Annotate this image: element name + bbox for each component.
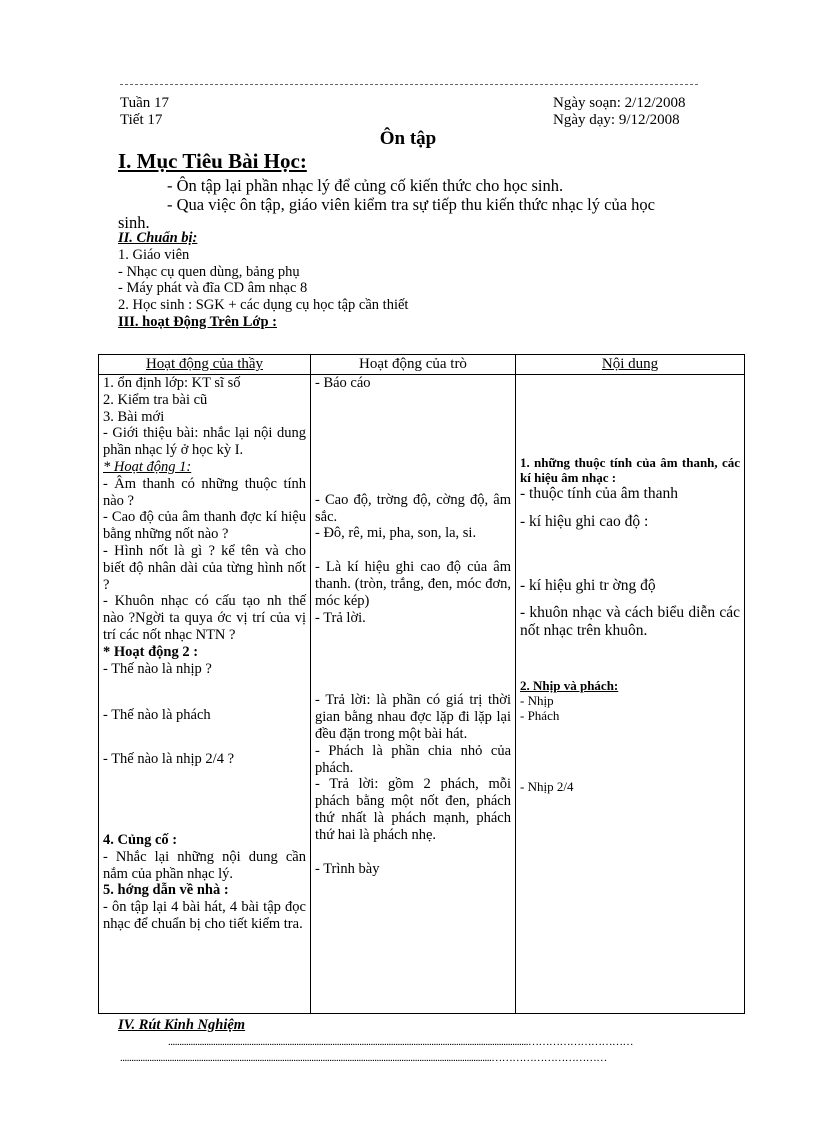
homework-heading: 5. hớng dẫn về nhà :: [103, 882, 229, 899]
header-student-activity: Hoạt động của trò: [311, 355, 516, 375]
prep-item-2: - Nhạc cụ quen dùng, bảng phụ: [118, 264, 300, 280]
student-column: [311, 375, 516, 1014]
content-item-3: - kí hiệu ghi tr ờng độ: [520, 577, 656, 594]
content-item-6: - Phách: [520, 708, 560, 723]
teacher-step-1: 1. ổn định lớp: KT sĩ số: [103, 375, 241, 391]
student-reply-0: - Báo cáo: [315, 375, 371, 391]
homework-text: - ôn tập lại 4 bài hát, 4 bài tập đọc nhạc để chuẩn bị cho tiết kiểm tra.: [103, 899, 306, 932]
header-teacher-activity: Hoạt động của thầy: [99, 355, 311, 375]
teacher-question-3: - Hình nốt là gì ? kể tên và cho biết độ nhân dài của từng hình nốt ?: [103, 542, 306, 593]
lesson-activities-table: [98, 354, 745, 1014]
consolidation-heading: 4. Củng cố :: [103, 831, 178, 848]
student-reply-2: - Đô, rê, mi, pha, son, la, si.: [315, 525, 477, 542]
section-objectives-heading: I. Mục Tiêu Bài Học:: [118, 149, 307, 173]
teacher-question-6: - Thế nào là phách: [103, 707, 211, 724]
student-reply-8: - Trình bày: [315, 860, 380, 877]
content-item-5: - Nhịp: [520, 693, 554, 708]
top-dashed-rule: [120, 84, 698, 85]
content-item-2: - kí hiệu ghi cao độ :: [520, 513, 649, 530]
student-reply-5: - Trả lời: là phần có giá trị thời gian bằng nhau đợc lặp đi lặp lại đều đặn trong một bài hát.: [315, 692, 511, 742]
teacher-question-7: - Thế nào là nhịp 2/4 ?: [103, 751, 235, 768]
student-reply-1: - Cao độ, trờng độ, cờng độ, âm sắc.: [315, 491, 511, 525]
teacher-question-1: - Âm thanh có những thuộc tính nào ?: [103, 475, 306, 509]
objective-line-2: - Qua việc ôn tập, giáo viên kiểm tra sự tiếp thu kiến thức nhạc lý của học: [167, 195, 655, 214]
teacher-column: [99, 375, 311, 1014]
prep-item-1: 1. Giáo viên: [118, 247, 190, 263]
objective-line-1: - Ôn tập lại phần nhạc lý để củng cố kiến thức cho học sinh.: [167, 176, 564, 195]
student-reply-6: - Phách là phần chia nhỏ của phách.: [315, 742, 511, 776]
student-reply-3: - Là kí hiệu ghi cao độ của âm thanh. (tròn, trắng, đen, móc đơn, móc kép): [315, 559, 511, 609]
teacher-question-4: - Khuôn nhạc có cấu tạo nh thế nào ?Ngời ta quya ớc vị trí của vị trí các nốt nhạc NTN ?: [103, 593, 306, 643]
prepared-date: Ngày soạn: 2/12/2008: [553, 95, 686, 111]
content-item-1: - thuộc tính của âm thanh: [520, 485, 678, 502]
activity-1-heading: * Hoạt động 1:: [103, 458, 192, 475]
prep-item-4: 2. Học sinh : SGK + các dụng cụ học tập cần thiết: [118, 297, 409, 313]
consolidation-text: - Nhắc lại những nội dung cần nắm của phần nhạc lý.: [103, 848, 306, 882]
objective-line-3: sinh.: [118, 213, 150, 232]
section-activities-heading: III. hoạt Động Trên Lớp :: [118, 314, 277, 330]
teacher-step-2: 2. Kiểm tra bài cũ: [103, 391, 208, 408]
page-title: Ôn tập: [379, 128, 437, 149]
content-item-7: - Nhịp 2/4: [520, 779, 574, 794]
content-heading-1: 1. những thuộc tính của âm thanh, các kí hiệu âm nhạc :: [520, 455, 740, 485]
teacher-step-3: 3. Bài mới: [103, 408, 165, 425]
content-item-4: - khuôn nhạc và cách biểu diễn các nốt nhạc trên khuôn.: [520, 604, 740, 639]
taught-date: Ngày dạy: 9/12/2008: [553, 112, 680, 128]
section-review-heading: IV. Rút Kinh Nghiệm: [118, 1017, 246, 1033]
prep-item-3: - Máy phát và đĩa CD âm nhạc 8: [118, 280, 308, 296]
teacher-intro: - Giới thiệu bài: nhắc lại nội dung phần nhạc lý ở học kỳ I.: [103, 425, 306, 459]
activity-2-heading: * Hoạt động 2 :: [103, 643, 199, 660]
content-heading-2: 2. Nhịp và phách:: [520, 678, 619, 693]
week-label: Tuần 17: [120, 95, 170, 111]
teacher-question-5: - Thế nào là nhịp ?: [103, 660, 212, 677]
student-reply-7: - Trả lời: gồm 2 phách, mỗi phách bằng một nốt đen, phách thứ nhất là phách mạnh, phách thứ hai là phách nhẹ.: [315, 776, 511, 843]
student-reply-4: - Trả lời.: [315, 609, 366, 626]
content-column: [516, 375, 745, 1014]
review-dotted-line-1: ................................................................................................................................................................…………………………: [168, 1036, 633, 1048]
lesson-label: Tiết 17: [120, 112, 163, 128]
header-content: Nội dung: [516, 355, 745, 375]
section-preparation-heading: II. Chuẩn bị:: [118, 230, 198, 246]
teacher-question-2: - Cao độ của âm thanh đợc kí hiệu bằng những nốt nào ?: [103, 509, 306, 543]
review-dotted-line-2: .....................................................................................................................................................................……………………………: [120, 1052, 607, 1064]
